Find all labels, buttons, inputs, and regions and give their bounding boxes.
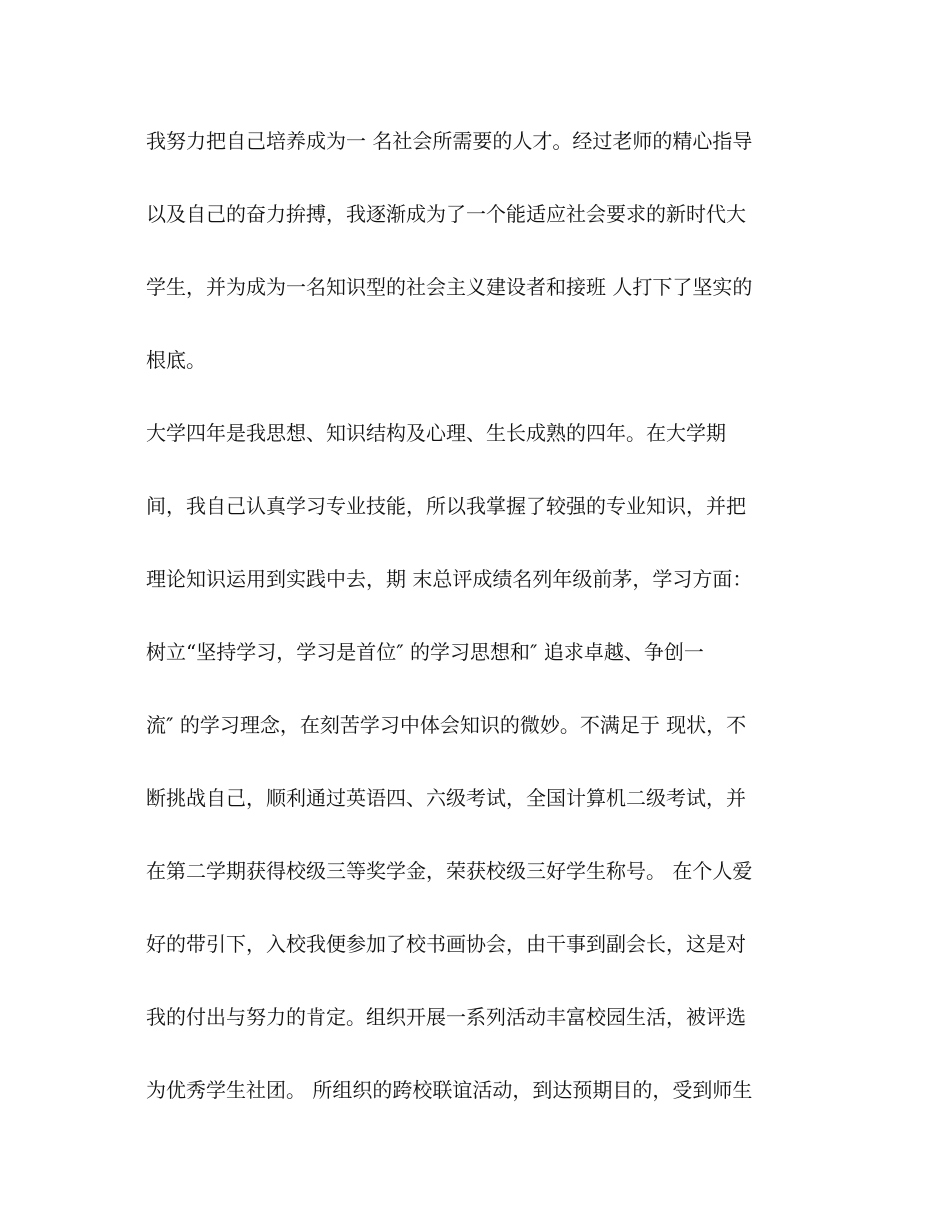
- paragraph-line: 以及自己的奋力拚搏，我逐渐成为了一个能适应社会要求的新时代大: [146, 202, 746, 226]
- paragraph-line: 树立“坚持学习，学习是首位″ 的学习思想和″ 追求卓越、争创一: [146, 640, 704, 664]
- paragraph-line: 学生，并为成为一名知识型的社会主义建设者和接班 人打下了坚实的: [146, 275, 753, 299]
- paragraph-line: 大学四年是我思想、知识结构及心理、生长成熟的四年。在大学期: [146, 421, 726, 445]
- paragraph-line: 好的带引下，入校我便参加了校书画协会，由干事到副会长，这是对: [146, 932, 746, 956]
- paragraph-line: 为优秀学生社团。 所组织的跨校联谊活动，到达预期目的，受到师生: [146, 1078, 753, 1102]
- paragraph-line: 在第二学期获得校级三等奖学金，荣获校级三好学生称号。 在个人爱: [146, 859, 753, 883]
- paragraph-line: 理论知识运用到实践中去，期 末总评成绩名列年级前茅，学习方面：: [146, 567, 753, 591]
- paragraph-line: 流″ 的学习理念，在刻苦学习中体会知识的微妙。不满足于 现状，不: [146, 713, 747, 737]
- paragraph-line: 我努力把自己培养成为一 名社会所需要的人才。经过老师的精心指导: [146, 129, 753, 153]
- paragraph-line: 根底。: [146, 348, 206, 372]
- paragraph-line: 我的付出与努力的肯定。组织开展一系列活动丰富校园生活，被评选: [146, 1005, 746, 1029]
- paragraph-line: 断挑战自己，顺利通过英语四、六级考试，全国计算机二级考试，并: [146, 786, 746, 810]
- paragraph-line: 间，我自己认真学习专业技能，所以我掌握了较强的专业知识，并把: [146, 494, 746, 518]
